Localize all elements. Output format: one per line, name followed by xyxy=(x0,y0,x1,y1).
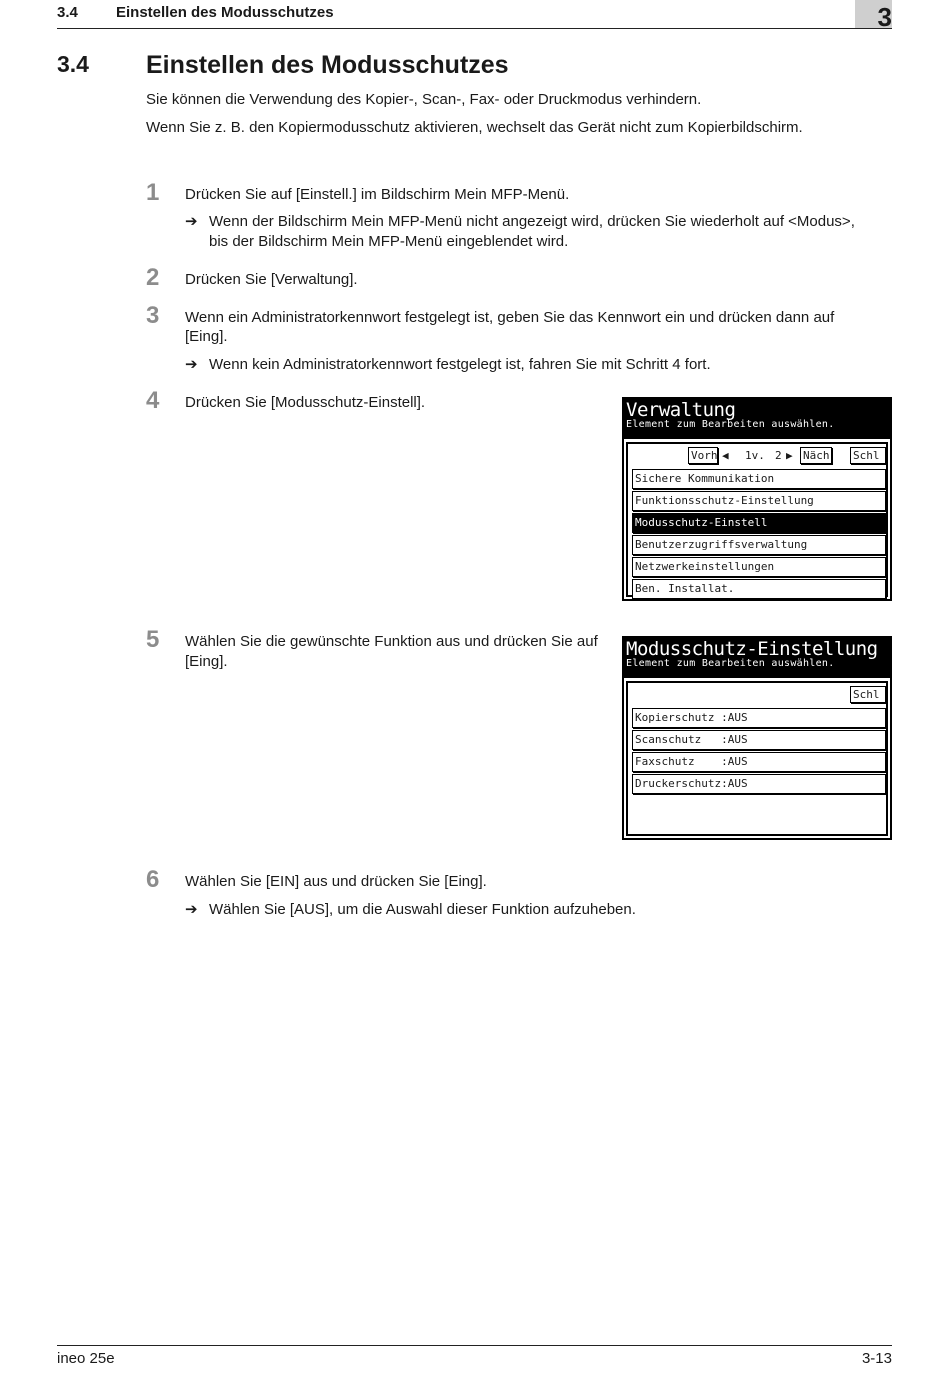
footer-page-number: 3-13 xyxy=(861,1350,892,1367)
lcd-header xyxy=(624,399,890,439)
step-3-text-line-2: [Eing]. xyxy=(185,328,228,345)
option-kopierschutz[interactable]: Kopierschutz :AUS xyxy=(632,708,886,728)
lcd-body xyxy=(626,681,888,836)
footer-product: ineo 25e xyxy=(57,1350,115,1367)
step-1-number: 1 xyxy=(146,179,160,206)
chapter-number: 3 xyxy=(877,2,892,32)
step-3-note xyxy=(185,355,835,375)
header-section-title: Einstellen des Modusschutzes xyxy=(116,4,334,21)
step-5-number: 5 xyxy=(146,626,160,653)
option-druckerschutz[interactable]: Druckerschutz:AUS xyxy=(632,774,886,794)
menu-item-benutzerzugriff[interactable]: Benutzerzugriffsverwaltung xyxy=(632,535,886,555)
lcd-body xyxy=(626,442,888,597)
arrow-right-icon: ➔ xyxy=(185,356,198,373)
menu-item-netzwerk[interactable]: Netzwerkeinstellungen xyxy=(632,557,886,577)
step-6-text: Wählen Sie [EIN] aus und drücken Sie [Eing]. xyxy=(185,873,487,890)
option-faxschutz[interactable]: Faxschutz :AUS xyxy=(632,752,886,772)
next-arrow-icon[interactable]: ▶ xyxy=(786,449,793,462)
step-5-text-line-1: Wählen Sie die gewünschte Funktion aus und drücken Sie auf xyxy=(185,633,598,650)
lcd-subtitle: Element zum Bearbeiten auswählen. xyxy=(626,419,835,430)
page-current: 1v. xyxy=(745,449,765,462)
lcd-title: Modusschutz-Einstellung xyxy=(626,638,878,660)
close-button[interactable]: Schl xyxy=(850,686,886,703)
lcd-title: Verwaltung xyxy=(626,399,736,421)
intro-paragraph-1: Sie können die Verwendung des Kopier-, Scan-, Fax- oder Druckmodus verhindern. xyxy=(146,91,702,108)
step-2-number: 2 xyxy=(146,264,160,291)
menu-item-funktionsschutz[interactable]: Funktionsschutz-Einstellung xyxy=(632,491,886,511)
header-section-number: 3.4 xyxy=(57,4,78,21)
arrow-right-icon: ➔ xyxy=(185,213,198,230)
section-number: 3.4 xyxy=(57,51,89,77)
arrow-right-icon: ➔ xyxy=(185,901,198,918)
next-button[interactable]: Näch xyxy=(800,447,832,464)
page-total: 2 xyxy=(775,449,782,462)
option-scanschutz[interactable]: Scanschutz :AUS xyxy=(632,730,886,750)
step-6-number: 6 xyxy=(146,866,160,893)
menu-item-sichere-kommunikation[interactable]: Sichere Kommunikation xyxy=(632,469,886,489)
menu-item-modusschutz-selected[interactable]: Modusschutz-Einstell xyxy=(632,513,886,533)
close-button[interactable]: Schl xyxy=(850,447,886,464)
chapter-tab xyxy=(855,0,892,32)
step-4-text: Drücken Sie [Modusschutz-Einstell]. xyxy=(185,394,426,411)
lcd-subtitle: Element zum Bearbeiten auswählen. xyxy=(626,658,835,669)
step-3-note-text: Wenn kein Administratorkennwort festgelegt ist, fahren Sie mit Schritt 4 fort. xyxy=(209,356,711,373)
intro-paragraph-2: Wenn Sie z. B. den Kopiermodusschutz aktivieren, wechselt das Gerät nicht zum Kopierbildschirm. xyxy=(146,119,803,136)
prev-arrow-icon[interactable]: ◀ xyxy=(722,449,729,462)
step-5-text-line-2: [Eing]. xyxy=(185,653,228,670)
step-1-text: Drücken Sie auf [Einstell.] im Bildschirm Mein MFP-Menü. xyxy=(185,186,570,203)
footer-rule xyxy=(57,1345,892,1346)
header-rule xyxy=(57,28,892,29)
step-3-number: 3 xyxy=(146,302,160,329)
step-2-text: Drücken Sie [Verwaltung]. xyxy=(185,271,358,288)
menu-item-ben-installat[interactable]: Ben. Installat. xyxy=(632,579,886,599)
section-title: Einstellen des Modusschutzes xyxy=(146,51,509,79)
lcd-screen-verwaltung xyxy=(622,397,892,601)
step-1-note-line-1: Wenn der Bildschirm Mein MFP-Menü nicht angezeigt wird, drücken Sie wiederholt auf <Modus>, xyxy=(209,213,855,230)
step-6-note-text: Wählen Sie [AUS], um die Auswahl dieser Funktion aufzuheben. xyxy=(209,901,636,918)
step-1-note xyxy=(185,212,895,252)
lcd-screen-modusschutz xyxy=(622,636,892,840)
step-1-note-line-2: bis der Bildschirm Mein MFP-Menü eingeblendet wird. xyxy=(209,233,569,250)
lcd-header xyxy=(624,638,890,678)
step-6-note xyxy=(185,900,835,920)
step-3-text-line-1: Wenn ein Administratorkennwort festgelegt ist, geben Sie das Kennwort ein und drücken dann auf xyxy=(185,309,835,326)
step-4-number: 4 xyxy=(146,387,160,414)
prev-button[interactable]: Vorh xyxy=(688,447,718,464)
